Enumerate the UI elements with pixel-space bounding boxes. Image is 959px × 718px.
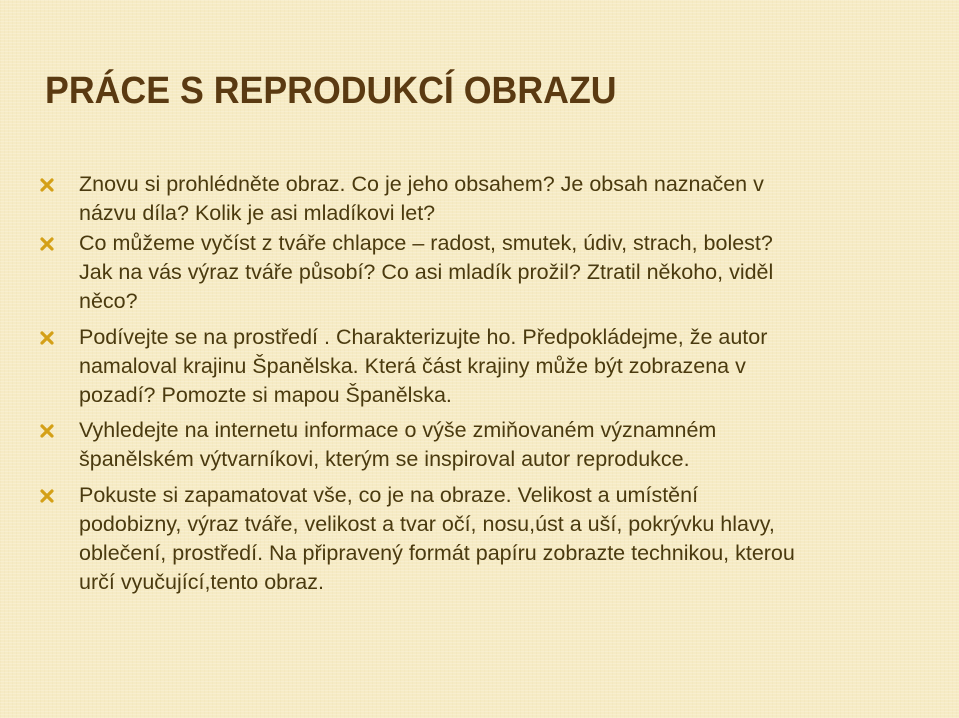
bullet-line: názvu díla? Kolik je asi mladíkovi let? [79,201,436,225]
bullet-line: Pokuste si zapamatovat vše, co je na obraze. Velikost a umístění [79,483,699,507]
x-mark-icon [40,424,54,438]
x-mark-icon [40,489,54,503]
x-mark-icon [40,178,54,192]
bullet-line: pozadí? Pomozte si mapou Španělska. [79,383,452,407]
bullet-text [79,481,939,597]
bullet-line: oblečení, prostředí. Na připravený formát papíru zobrazte technikou, kterou [79,541,795,565]
bullet-line: podobizny, výraz tváře, velikost a tvar očí, nosu,úst a uší, pokrývku hlavy, [79,512,775,536]
bullet-text [79,170,939,228]
bullet-line: určí vyučující,tento obraz. [79,570,324,594]
bullet-line: španělském výtvarníkovi, kterým se inspiroval autor reprodukce. [79,447,690,471]
bullet-line: Co můžeme vyčíst z tváře chlapce – radost, smutek, údiv, strach, bolest? [79,231,773,255]
x-mark-icon [40,331,54,345]
bullet-line: Podívejte se na prostředí . Charakterizujte ho. Předpokládejme, že autor [79,325,768,349]
bullet-line: namaloval krajinu Španělska. Která část krajiny může být zobrazena v [79,354,746,378]
bullet-line: něco? [79,289,138,313]
slide-title: PRÁCE S REPRODUKCÍ OBRAZU [45,70,617,112]
x-mark-icon [40,237,54,251]
bullet-text [79,323,939,410]
bullet-text [79,416,939,474]
bullet-line: Vyhledejte na internetu informace o výše zmiňovaném významném [79,418,717,442]
bullet-line: Znovu si prohlédněte obraz. Co je jeho obsahem? Je obsah naznačen v [79,172,764,196]
bullet-line: Jak na vás výraz tváře působí? Co asi mladík prožil? Ztratil někoho, viděl [79,260,774,284]
bullet-text [79,229,939,316]
